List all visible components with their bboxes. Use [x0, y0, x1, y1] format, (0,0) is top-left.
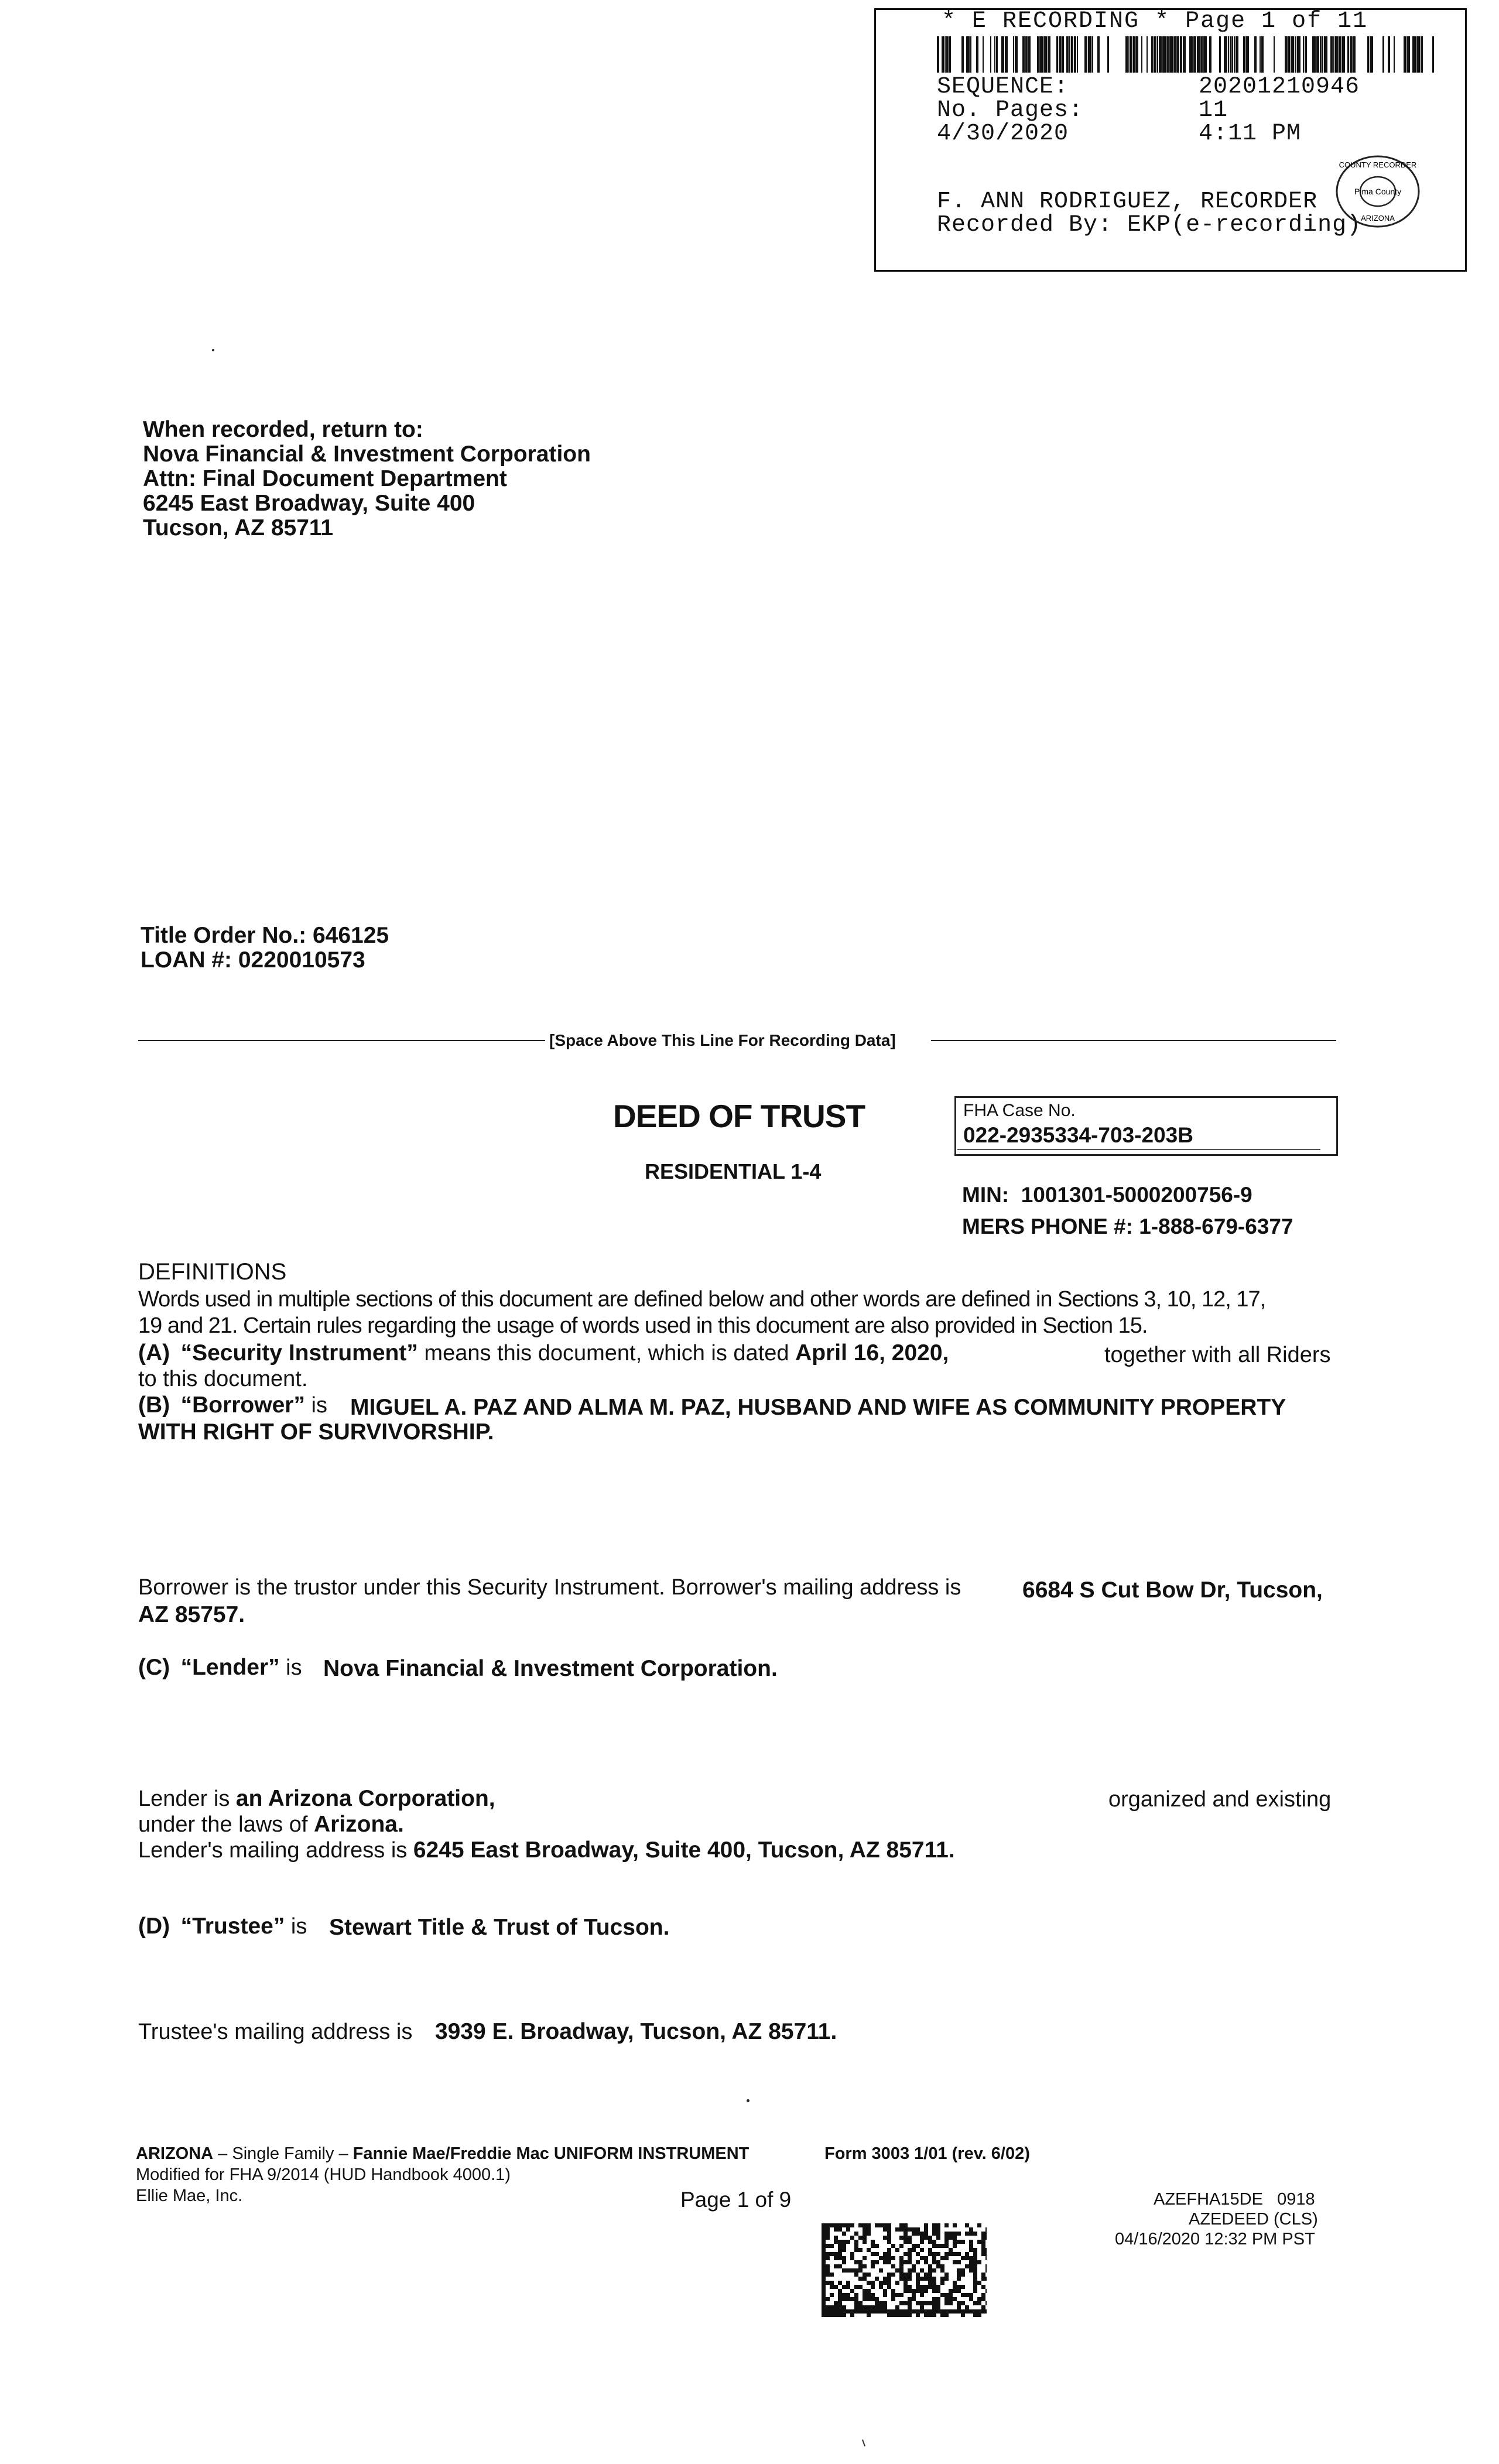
return-to-line-4: Tucson, AZ 85711 — [143, 515, 334, 540]
definition-c-is: is — [279, 1655, 309, 1680]
footer-instrument-line — [136, 2144, 749, 2164]
definition-d — [138, 1914, 313, 1939]
recorded-by: Recorded By: EKP(e-recording) — [937, 212, 1362, 238]
stamp-header: * E RECORDING * Page 1 of 11 — [942, 8, 1368, 35]
footer-code-3: 04/16/2020 12:32 PM PST — [1115, 2230, 1315, 2249]
lender-type-line — [138, 1786, 495, 1812]
footer-code-2: AZEDEED (CLS) — [1189, 2210, 1318, 2229]
return-to-line-2: Attn: Final Document Department — [143, 466, 507, 491]
lender-type: an Arizona Corporation, — [235, 1786, 495, 1811]
definitions-heading: DEFINITIONS — [138, 1259, 287, 1285]
svg-text:ARIZONA: ARIZONA — [1361, 214, 1395, 223]
trustee-address: 3939 E. Broadway, Tucson, AZ 85711. — [434, 2019, 837, 2044]
definition-a-date: April 16, 2020, — [795, 1340, 949, 1366]
trustee-mailing-line — [138, 2019, 837, 2045]
definition-a-text: means this document, which is dated — [417, 1341, 796, 1366]
definition-b-is: is — [304, 1393, 334, 1418]
borrower-names-line-2: WITH RIGHT OF SURVIVORSHIP. — [138, 1419, 494, 1445]
recording-date: 4/30/2020 — [937, 121, 1069, 147]
page-number: Page 1 of 9 — [680, 2188, 792, 2212]
recorder-name: F. ANN RODRIGUEZ, RECORDER — [937, 189, 1318, 215]
min-number: MIN: 1001301-5000200756-9 — [962, 1183, 1252, 1207]
footer-dash: – Single Family – — [213, 2144, 353, 2163]
definition-c — [138, 1655, 308, 1681]
lender-mailing-text: Lender's mailing address is — [138, 1838, 413, 1863]
borrower-address-line-2: AZ 85757. — [138, 1602, 245, 1627]
scan-speck — [747, 2099, 750, 2102]
definition-b — [138, 1392, 334, 1418]
document-subtitle: RESIDENTIAL 1-4 — [645, 1159, 822, 1183]
pages-value: 11 — [1199, 97, 1228, 124]
fha-underline — [957, 1149, 1320, 1150]
svg-text:Pima County: Pima County — [1354, 187, 1402, 196]
return-to-line-1: Nova Financial & Investment Corporation — [143, 442, 591, 467]
scan-mark — [862, 2439, 865, 2446]
lender-laws-line — [138, 1812, 404, 1837]
recording-divider-left — [138, 1040, 545, 1041]
footer-code-1: AZEFHA15DE 0918 — [1154, 2190, 1315, 2209]
lender-is-text: Lender is — [138, 1787, 236, 1811]
lender-address: 6245 East Broadway, Suite 400, Tucson, AZ 85711. — [413, 1837, 955, 1863]
fha-case-number: 022-2935334-703-203B — [963, 1123, 1193, 1147]
definition-b-tag: (B) — [138, 1392, 170, 1418]
recording-data-label: [Space Above This Line For Recording Data] — [549, 1031, 896, 1049]
definition-d-is: is — [285, 1914, 313, 1939]
recording-divider-right — [931, 1040, 1336, 1041]
datamatrix-barcode-icon — [822, 2223, 987, 2317]
sequence-value: 20201210946 — [1199, 74, 1360, 100]
footer-modified: Modified for FHA 9/2014 (HUD Handbook 4000.1) — [136, 2165, 511, 2184]
loan-number: LOAN #: 0220010573 — [141, 947, 365, 973]
definition-c-tag: (C) — [138, 1655, 170, 1680]
trustee-name: Stewart Title & Trust of Tucson. — [329, 1915, 670, 1940]
recording-time: 4:11 PM — [1199, 121, 1302, 147]
return-to-heading: When recorded, return to: — [143, 417, 423, 442]
borrower-trustor-text: Borrower is the trustor under this Security Instrument. Borrower's mailing address is — [138, 1575, 961, 1600]
pages-label: No. Pages: — [937, 97, 1084, 124]
lender-name: Nova Financial & Investment Corporation. — [323, 1656, 778, 1681]
definition-a-line-2: to this document. — [138, 1367, 308, 1391]
trustee-mailing-text: Trustee's mailing address is — [138, 2020, 419, 2044]
fha-case-label: FHA Case No. — [963, 1101, 1076, 1120]
footer-company: Ellie Mae, Inc. — [136, 2186, 243, 2205]
organized-existing-text: organized and existing — [1108, 1787, 1332, 1812]
definition-a-tag: (A) — [138, 1340, 170, 1366]
scan-speck — [212, 349, 214, 351]
definitions-intro-2: 19 and 21. Certain rules regarding the usage of words used in this document are also provided in Section 15. — [138, 1313, 1148, 1338]
lender-state: Arizona. — [313, 1812, 404, 1837]
definition-d-term: “Trustee” — [180, 1914, 285, 1939]
footer-state: ARIZONA — [136, 2144, 214, 2163]
county-seal-icon — [1334, 153, 1422, 230]
title-order-number: Title Order No.: 646125 — [141, 923, 389, 948]
lender-mailing-line — [138, 1837, 955, 1863]
definition-a — [138, 1340, 949, 1366]
definition-c-term: “Lender” — [180, 1655, 280, 1680]
borrower-address-line-1: 6684 S Cut Bow Dr, Tucson, — [1022, 1577, 1323, 1603]
footer-form: Form 3003 1/01 (rev. 6/02) — [824, 2144, 1030, 2163]
svg-text:COUNTY RECORDER: COUNTY RECORDER — [1339, 160, 1417, 169]
document-title: DEED OF TRUST — [613, 1098, 865, 1134]
sequence-label: SEQUENCE: — [937, 74, 1069, 100]
return-to-line-3: 6245 East Broadway, Suite 400 — [143, 491, 475, 516]
definition-b-term: “Borrower” — [180, 1392, 305, 1418]
borrower-names-line-1: MIGUEL A. PAZ AND ALMA M. PAZ, HUSBAND AND WIFE AS COMMUNITY PROPERTY — [350, 1395, 1286, 1420]
definition-d-tag: (D) — [138, 1914, 170, 1939]
under-laws-text: under the laws of — [138, 1812, 314, 1837]
mers-phone: MERS PHONE #: 1-888-679-6377 — [962, 1214, 1293, 1238]
definitions-intro-1: Words used in multiple sections of this document are defined below and other words are defined in Sections 3, 10, 12, 17, — [138, 1287, 1266, 1312]
definition-a-term: “Security Instrument” — [180, 1340, 418, 1366]
barcode-icon — [937, 36, 1436, 73]
definition-a-tail: together with all Riders — [1104, 1343, 1331, 1367]
footer-instrument: Fannie Mae/Freddie Mac UNIFORM INSTRUMENT — [352, 2144, 750, 2163]
